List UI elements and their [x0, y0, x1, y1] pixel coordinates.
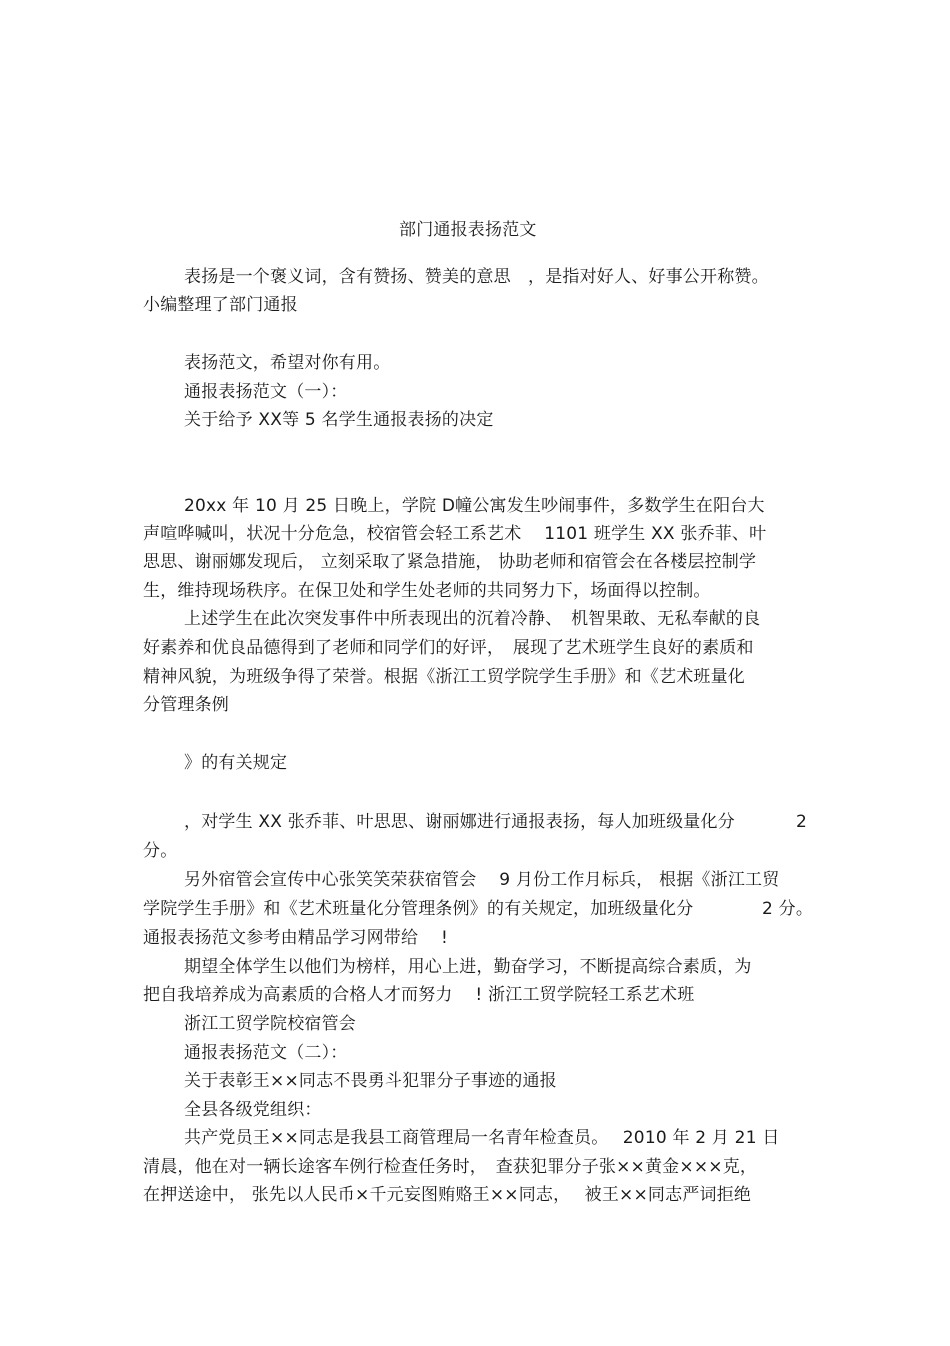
- section-subtitle: 关于表彰王××同志不畏勇斗犯罪分子事迹的通报: [184, 1071, 557, 1091]
- paragraph-line: 》的有关规定: [184, 753, 288, 773]
- paragraph-line: 分管理条例: [143, 695, 229, 715]
- paragraph-line: 另外宿管会宣传中心张笑笑荣获宿管会 9 月份工作月标兵， 根据《浙江工贸: [184, 870, 780, 890]
- paragraph-line: 表扬范文，希望对你有用。: [184, 353, 391, 373]
- paragraph-line: 清晨，他在对一辆长途客车例行检查任务时， 查获犯罪分子张××黄金×××克，: [143, 1157, 758, 1177]
- paragraph-line: 生，维持现场秩序。在保卫处和学生处老师的共同努力下，场面得以控制。: [143, 581, 711, 601]
- paragraph-line: 表扬是一个褒义词，含有赞扬、赞美的意思 ，是指对好人、好事公开称赞。: [184, 267, 769, 287]
- paragraph-line: 思思、谢丽娜发现后， 立刻采取了紧急措施， 协助老师和宿管会在各楼层控制学: [143, 552, 757, 572]
- paragraph-line: 分。: [143, 841, 178, 861]
- document-title: 部门通报表扬范文: [399, 220, 537, 240]
- section-heading: 通报表扬范文（一）：: [184, 382, 348, 402]
- paragraph-line: 小编整理了部门通报: [143, 295, 298, 315]
- signature-line: 浙江工贸学院校宿管会: [184, 1014, 356, 1034]
- paragraph-line: 期望全体学生以他们为榜样，用心上进，勤奋学习，不断提高综合素质，为: [184, 957, 752, 977]
- salutation-line: 全县各级党组织：: [184, 1100, 322, 1120]
- paragraph-line: 2 分。: [762, 899, 814, 919]
- paragraph-line: 通报表扬范文参考由精品学习网带给 !: [143, 928, 449, 948]
- paragraph-line: 把自我培养成为高素质的合格人才而努力 ! 浙江工贸学院轻工系艺术班: [143, 985, 695, 1005]
- section-heading: 通报表扬范文（二）：: [184, 1043, 348, 1063]
- paragraph-line: 学院学生手册》和《艺术班量化分管理条例》的有关规定，加班级量化分: [143, 899, 694, 919]
- section-subtitle: 关于给予 XX等 5 名学生通报表扬的决定: [184, 410, 494, 430]
- paragraph-line: 声喧哗喊叫，状况十分危急，校宿管会轻工系艺术 1101 班学生 XX 张乔菲、叶: [143, 524, 767, 544]
- paragraph-line: 在押送途中， 张先以人民币×千元妄图贿赂王××同志， 被王××同志严词拒绝: [143, 1185, 752, 1205]
- paragraph-line: 20xx 年 10 月 25 日晚上，学院 D幢公寓发生吵闹事件，多数学生在阳台大: [184, 496, 765, 516]
- paragraph-line: ，对学生 XX 张乔菲、叶思思、谢丽娜进行通报表扬，每人加班级量化分: [184, 812, 735, 832]
- paragraph-line: 精神风貌，为班级争得了荣誉。根据《浙江工贸学院学生手册》和《艺术班量化: [143, 667, 745, 687]
- paragraph-line: 好素养和优良品德得到了老师和同学们的好评， 展现了艺术班学生良好的素质和: [143, 638, 754, 658]
- paragraph-line: 上述学生在此次突发事件中所表现出的沉着冷静、 机智果敢、无私奉献的良: [184, 609, 761, 629]
- paragraph-line: 2: [796, 812, 808, 832]
- paragraph-line: 共产党员王××同志是我县工商管理局一名青年检查员。 2010 年 2 月 21 日: [184, 1128, 780, 1148]
